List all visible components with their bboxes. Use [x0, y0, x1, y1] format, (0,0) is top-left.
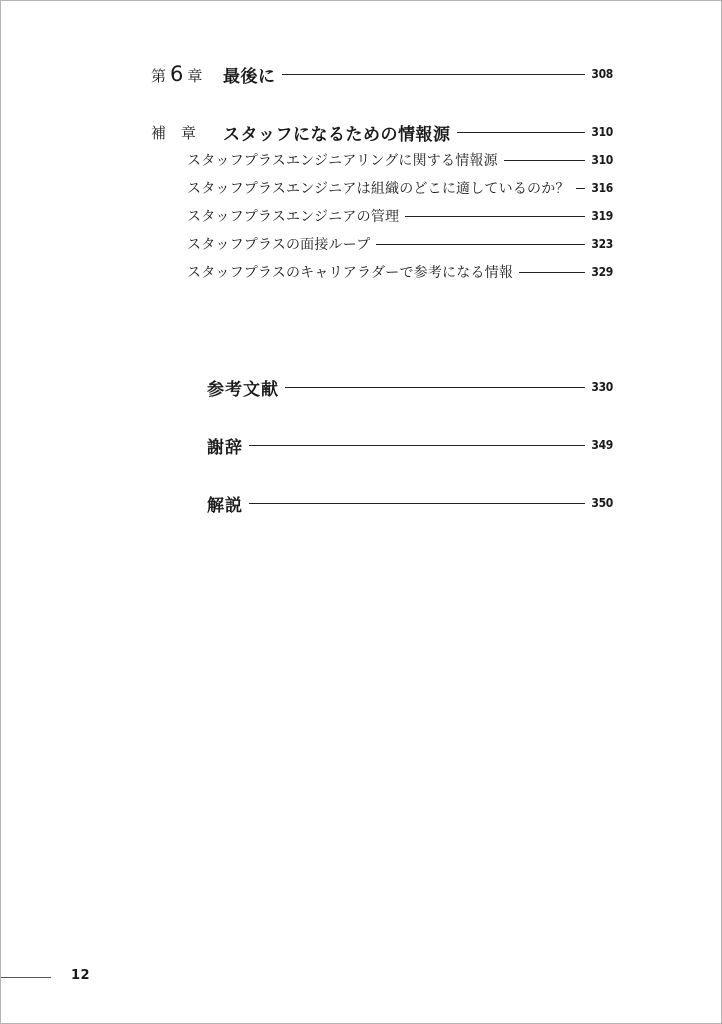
back-matter-title: 参考文献	[207, 379, 279, 400]
chapter-number: 6	[170, 62, 184, 86]
leader-line	[285, 387, 585, 388]
toc-entry-section[interactable]	[187, 149, 613, 171]
section-title: スタッフプラスエンジニアは組織のどこに適しているのか？	[187, 181, 570, 197]
page-number: 316	[591, 181, 613, 195]
leader-line	[504, 160, 586, 161]
toc-entry-references[interactable]	[207, 373, 613, 401]
leader-line	[519, 272, 585, 273]
leader-line	[457, 132, 586, 133]
page-number: 310	[591, 125, 613, 139]
leader-line	[405, 216, 585, 217]
section-title: スタッフプラスエンジニアリングに関する情報源	[187, 153, 498, 169]
leader-line	[249, 503, 585, 504]
back-matter-title: 謝辞	[207, 437, 243, 458]
section-title: スタッフプラスエンジニアの管理	[187, 209, 400, 225]
toc-entry-acknowledgments[interactable]	[207, 431, 613, 459]
toc-entry-section[interactable]	[187, 177, 613, 199]
toc-entry-supplement[interactable]	[151, 119, 613, 145]
chapter-label-suffix: 章	[187, 67, 203, 85]
toc-entry-section[interactable]	[187, 261, 613, 283]
chapter-label	[151, 62, 223, 86]
page-number: 349	[591, 438, 613, 452]
chapter-title: スタッフになるための情報源	[223, 124, 451, 145]
toc-entry-section[interactable]	[187, 233, 613, 255]
section-title: スタッフプラスのキャリアラダーで参考になる情報	[187, 265, 514, 281]
chapter-label-prefix: 第	[151, 67, 167, 85]
toc-entry-commentary[interactable]	[207, 489, 613, 517]
page-number: 319	[591, 209, 613, 223]
leader-line	[576, 188, 586, 189]
chapter-label: 補 章	[151, 123, 197, 142]
folio-rule	[1, 977, 51, 978]
page-number: 350	[591, 496, 613, 510]
toc-entry-chapter-6[interactable]	[151, 61, 613, 87]
leader-line	[282, 74, 586, 75]
page-number: 330	[591, 380, 613, 394]
page-number: 308	[591, 67, 613, 81]
toc-entry-section[interactable]	[187, 205, 613, 227]
page-number: 323	[591, 237, 613, 251]
leader-line	[376, 244, 585, 245]
chapter-title: 最後に	[223, 66, 276, 87]
back-matter-title: 解説	[207, 495, 243, 516]
folio-page-number: 12	[71, 968, 91, 983]
leader-line	[249, 445, 585, 446]
page-number: 329	[591, 265, 613, 279]
page-number: 310	[591, 153, 613, 167]
section-title: スタッフプラスの面接ループ	[187, 237, 371, 253]
